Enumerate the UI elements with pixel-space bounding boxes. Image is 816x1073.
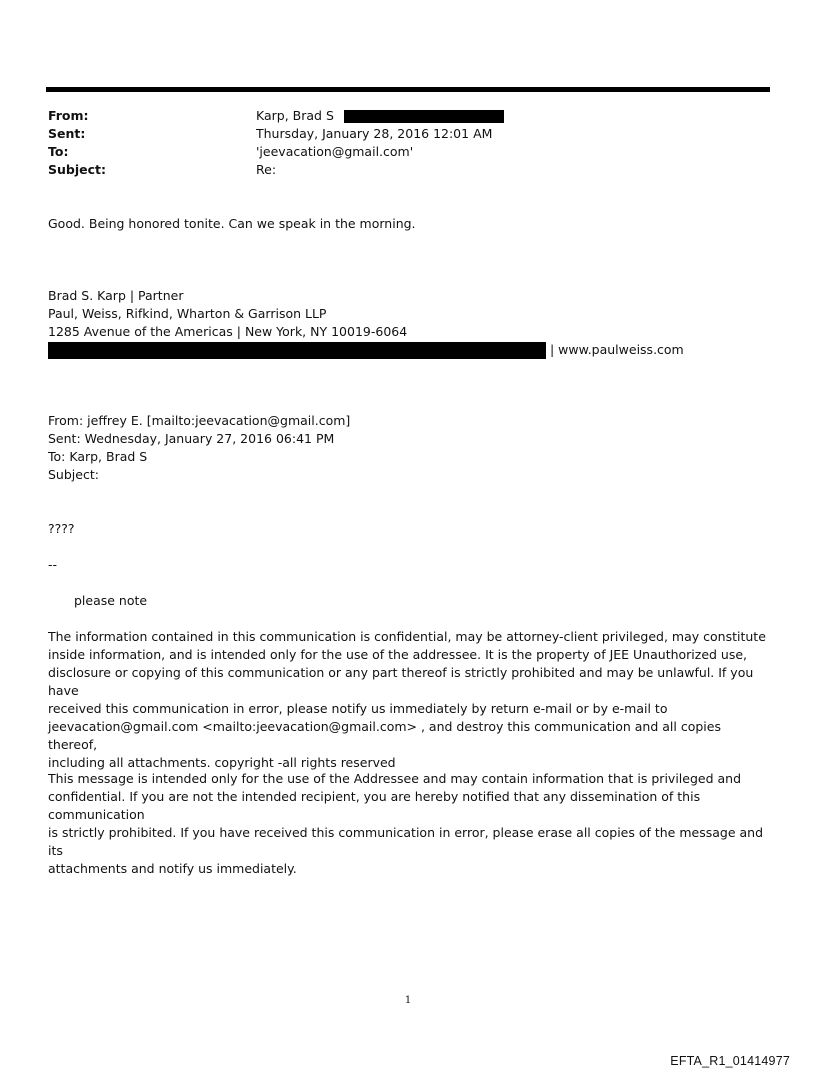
quoted-subject: Subject:: [48, 467, 99, 482]
from-row: [48, 107, 748, 125]
from-value: [256, 107, 504, 125]
to-value: 'jeevacation@gmail.com': [256, 144, 414, 159]
from-label: From:: [48, 108, 89, 123]
signature-address: 1285 Avenue of the Americas | New York, NY 10019-6064: [48, 324, 408, 339]
quoted-from: From: jeffrey E. [mailto:jeevacation@gmail.com]: [48, 413, 351, 428]
from-name: Karp, Brad S: [256, 108, 334, 123]
signature-firm: Paul, Weiss, Rifkind, Wharton & Garrison LLP: [48, 306, 327, 321]
sent-value: Thursday, January 28, 2016 12:01 AM: [256, 126, 493, 141]
subject-value: Re:: [256, 162, 277, 177]
signature-web-row: [48, 341, 684, 359]
to-label: To:: [48, 144, 69, 159]
sent-label: Sent:: [48, 126, 86, 141]
redaction-bar: [344, 110, 504, 123]
sent-row: [48, 125, 748, 143]
signature-name: Brad S. Karp | Partner: [48, 288, 184, 303]
please-note: please note: [74, 593, 148, 608]
footer-notice: This message is intended only for the use of the Addressee and may contain information that is privileged and confidential. If you are not the intended recipient, you are hereby notified that any dissemination of this communication is strictly prohibited. If you have received this communication in error, please erase all copies of the message and its attachments and notify us immediately.: [48, 771, 764, 876]
quoted-sent: Sent: Wednesday, January 27, 2016 06:41 PM: [48, 431, 335, 446]
top-rule: [46, 87, 770, 92]
document-id: EFTA_R1_01414977: [670, 1054, 790, 1068]
signature-website: | www.paulweiss.com: [549, 342, 684, 357]
quoted-to: To: Karp, Brad S: [48, 449, 148, 464]
to-row: [48, 143, 748, 161]
subject-label: Subject:: [48, 162, 106, 177]
page-number: 1: [404, 995, 412, 1006]
confidentiality-disclaimer: The information contained in this communication is confidential, may be attorney-client privileged, may constitute inside information, and is intended only for the use of the addressee. It is the property of JEE Unauthorized use, disclosure or copying of this communication or any part thereof is strictly prohibited and may be unlawful. If you have received this communication in error, please notify us immediately by return e-mail or by e-mail to jeevacation@gmail.com <mailto:jeevacation@gmail.com> , and destroy this communication and all copies thereof, including all attachments. copyright -all rights reserved: [48, 629, 766, 770]
subject-row: [48, 161, 748, 179]
message-body: Good. Being honored tonite. Can we speak in the morning.: [48, 216, 416, 231]
signature-separator: --: [48, 557, 58, 572]
redaction-bar: [48, 342, 546, 359]
quoted-body: ????: [48, 521, 75, 536]
